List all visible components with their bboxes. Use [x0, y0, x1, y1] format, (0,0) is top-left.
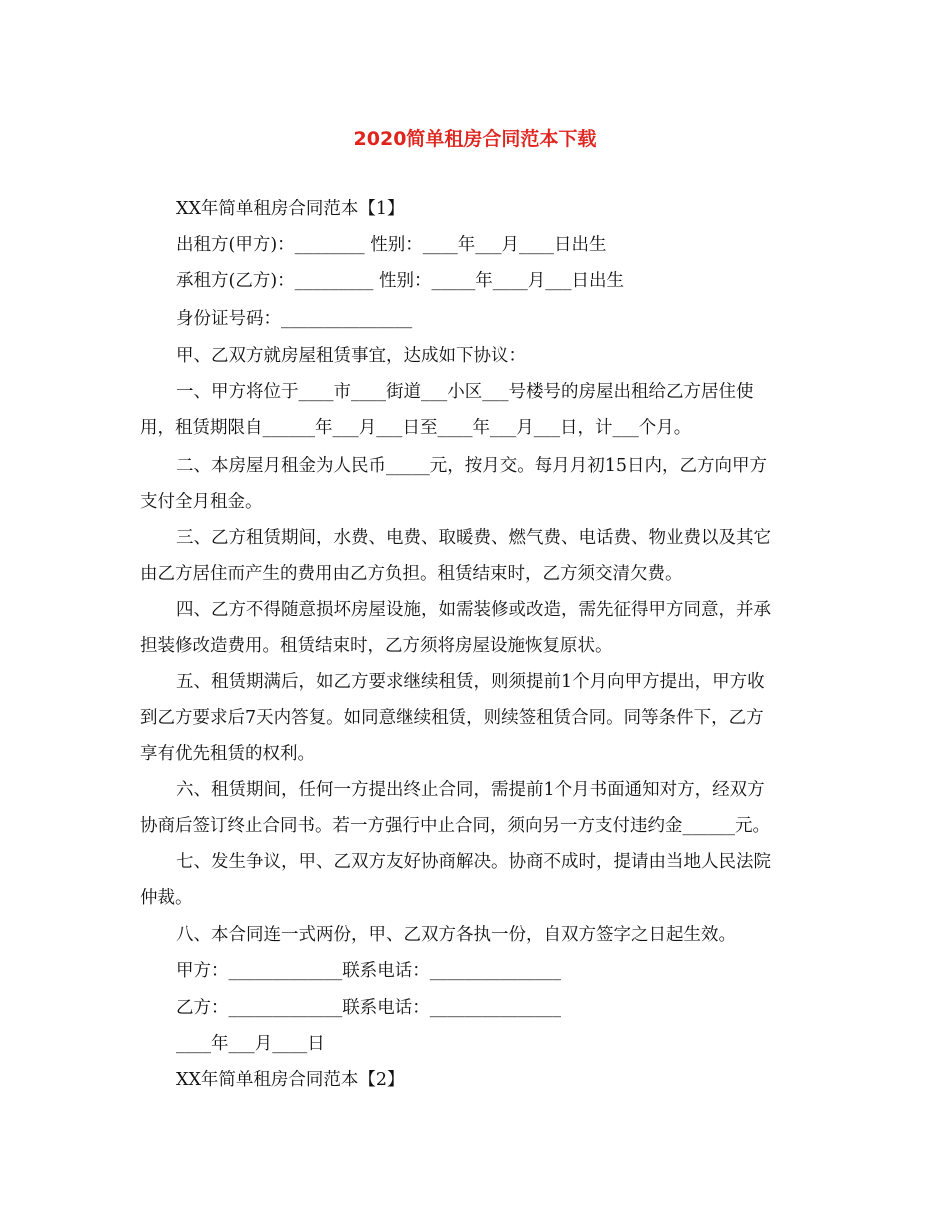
clause-5-line-2: 到乙方要求后7天内答复。如同意继续租赁，则续签租赁合同。同等条件下，乙方: [140, 708, 764, 728]
clause-7-line-1: 七、发生争议，甲、乙双方友好协商解决。协商不成时，提请由当地人民法院: [176, 852, 771, 872]
clause-8-line: 八、本合同连一式两份，甲、乙双方各执一份，自双方签字之日起生效。: [176, 925, 736, 945]
clause-4-line-1: 四、乙方不得随意损坏房屋设施，如需装修或改造，需先征得甲方同意，并承: [176, 600, 771, 620]
clause-5-line-3: 享有优先租赁的权利。: [140, 744, 315, 764]
clause-4-line-2: 担装修改造费用。租赁结束时，乙方须将房屋设施恢复原状。: [140, 636, 613, 656]
lessee-line: 承租方(乙方)：_________ 性别：_____年____月___日出生: [176, 271, 624, 291]
clause-6-line-1: 六、租赁期间，任何一方提出终止合同，需提前1个月书面通知对方，经双方: [176, 780, 765, 800]
section-heading-2: XX年简单租房合同范本【2】: [176, 1070, 405, 1090]
party-a-signature-line: 甲方：_____________联系电话：_______________: [176, 961, 561, 981]
id-number-line: 身份证号码：_______________: [176, 309, 413, 329]
clause-5-line-1: 五、租赁期满后，如乙方要求继续租赁，则须提前1个月向甲方提出，甲方收: [176, 672, 765, 692]
date-line: ____年___月____日: [176, 1034, 325, 1054]
clause-3-line-2: 由乙方居住而产生的费用由乙方负担。租赁结束时，乙方须交清欠费。: [140, 564, 683, 584]
clause-3-line-1: 三、乙方租赁期间，水费、电费、取暖费、燃气费、电话费、物业费以及其它: [176, 528, 771, 548]
section-heading-1: XX年简单租房合同范本【1】: [176, 199, 405, 219]
party-b-signature-line: 乙方：_____________联系电话：_______________: [176, 998, 561, 1018]
clause-1-line-1: 一、甲方将位于____市____街道___小区___号楼号的房屋出租给乙方居住使: [176, 382, 754, 402]
clause-1-line-2: 用，租赁期限自______年___月___日至____年___月___日，计___个月。: [140, 418, 692, 438]
clause-2-line-2: 支付全月租金。: [140, 492, 263, 512]
clause-7-line-2: 仲裁。: [140, 888, 193, 908]
clause-6-line-2: 协商后签订终止合同书。若一方强行中止合同，须向另一方支付违约金______元。: [140, 816, 770, 836]
clause-2-line-1: 二、本房屋月租金为人民币_____元，按月交。每月月初15日内，乙方向甲方: [176, 456, 768, 476]
document-title: 2020简单租房合同范本下载: [353, 128, 597, 150]
agreement-intro: 甲、乙双方就房屋租赁事宜，达成如下协议：: [176, 346, 526, 366]
lessor-line: 出租方(甲方)：________ 性别：____年___月____日出生: [176, 235, 607, 255]
